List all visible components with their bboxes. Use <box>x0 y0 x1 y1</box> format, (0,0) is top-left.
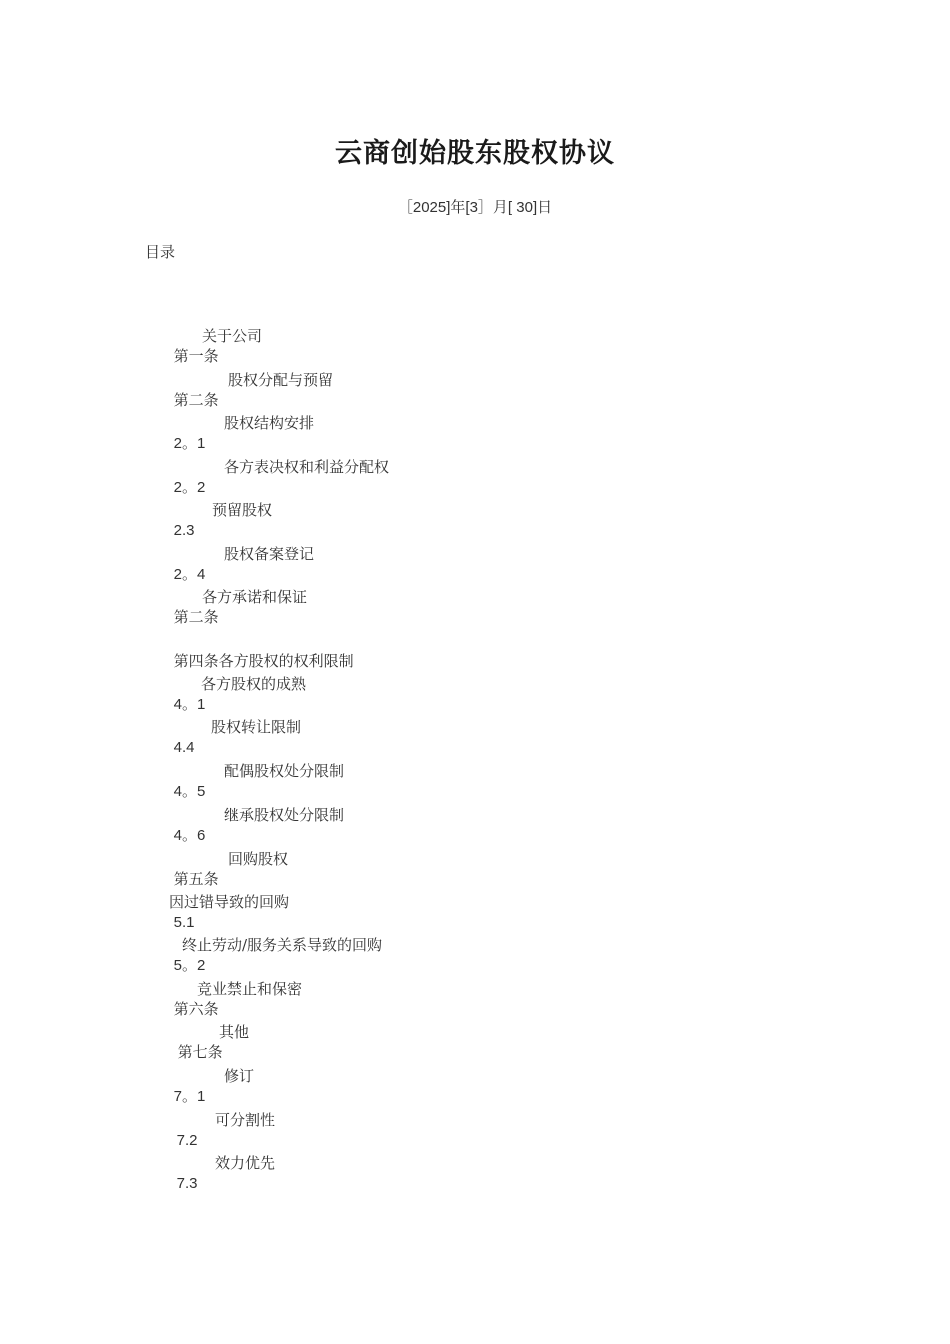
toc-item-number: 2.3 <box>173 522 195 539</box>
toc-item-number: 4。5 <box>173 783 206 800</box>
toc-item-number: 7。1 <box>173 1088 206 1105</box>
document-title: 云商创始股东股权协议 <box>335 138 615 169</box>
toc-item-text: 回购股权 <box>228 850 289 868</box>
toc-item-text: 股权转让限制 <box>211 718 302 736</box>
toc-item-number: 第四条各方股权的权利限制 <box>173 653 354 670</box>
toc-item-text: 股权备案登记 <box>224 545 315 563</box>
toc-item-text: 股权结构安排 <box>224 414 315 432</box>
toc-item-number: 第五条 <box>173 871 219 888</box>
toc-item-number: 第二条 <box>173 609 219 626</box>
toc-item-number: 第七条 <box>177 1044 223 1061</box>
toc-item-text: 各方股权的成熟 <box>201 675 307 693</box>
toc-item-number: 2。1 <box>173 435 206 452</box>
toc-item-number: 4。1 <box>173 696 206 713</box>
toc-item-text: 其他 <box>219 1023 250 1041</box>
toc-item-number: 2。4 <box>173 566 206 583</box>
toc-item-number: 第一条 <box>173 348 219 365</box>
toc-item <box>148 1153 276 1214</box>
toc-item-number: 第六条 <box>173 1001 219 1018</box>
toc-item-text: 效力优先 <box>215 1154 276 1172</box>
toc-item-text: 关于公司 <box>202 327 263 345</box>
toc-item-text: 预留股权 <box>212 501 273 519</box>
toc-item-number: 4.4 <box>173 739 195 756</box>
toc-item-number: 2。2 <box>173 479 206 496</box>
toc-item-number: 4。6 <box>173 827 206 844</box>
toc-item-text: 终止劳动/服务关系导致的回购 <box>182 936 383 954</box>
toc-item-text: 修订 <box>224 1067 255 1085</box>
toc-item-text: 竞业禁止和保密 <box>197 980 303 998</box>
toc-item-number: 5.1 <box>173 914 195 931</box>
toc-item-text: 配偶股权处分限制 <box>224 762 345 780</box>
toc-item-number: 7.2 <box>176 1132 198 1149</box>
toc-item-number: 7.3 <box>176 1175 198 1192</box>
toc-item-text: 股权分配与预留 <box>228 371 334 389</box>
toc-item-number: 第二条 <box>173 392 219 409</box>
document-date: ［2025]年[3］月[ 30]日 <box>397 199 553 216</box>
toc-item-text: 各方表决权和利益分配权 <box>224 458 390 476</box>
toc-item-text: 因过错导致的回购 <box>169 893 290 911</box>
toc-item-text: 继承股权处分限制 <box>224 806 345 824</box>
toc-heading: 目录 <box>145 243 176 261</box>
toc-item-text: 各方承诺和保证 <box>202 588 308 606</box>
toc-item-text: 可分割性 <box>215 1111 276 1129</box>
toc-item-number: 5。2 <box>173 957 206 974</box>
